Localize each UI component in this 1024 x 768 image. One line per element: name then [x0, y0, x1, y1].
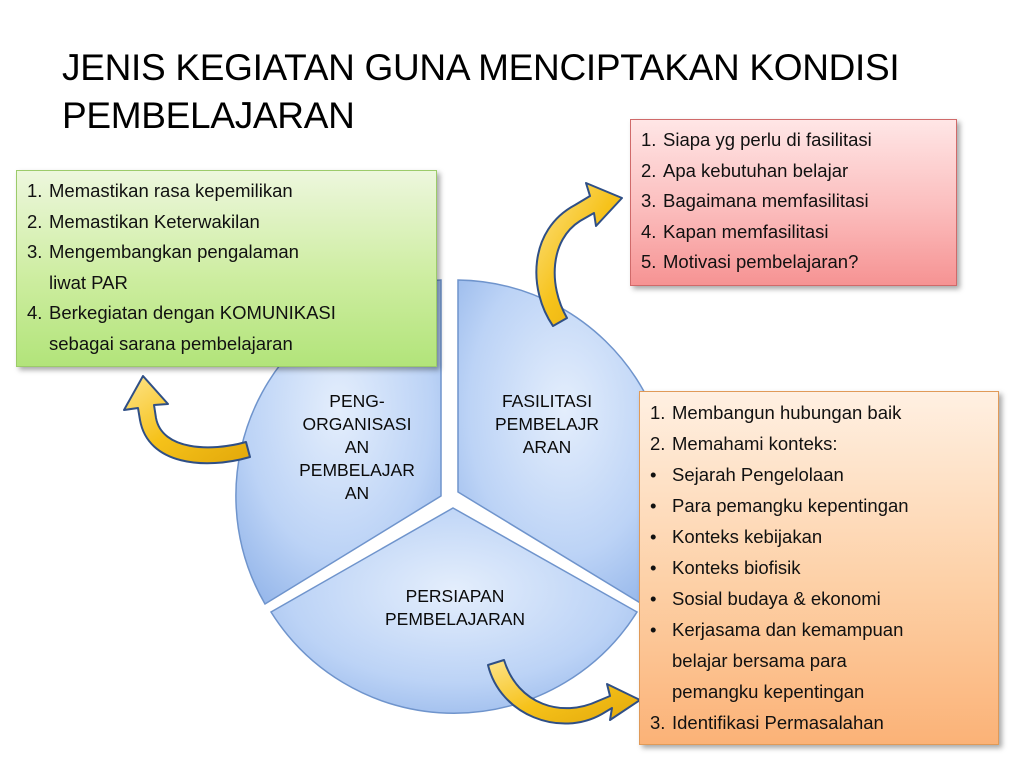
list-marker: •	[650, 495, 657, 516]
list-text: Konteks kebijakan	[672, 526, 823, 547]
list-text: Memastikan Keterwakilan	[49, 210, 260, 232]
list-text: Motivasi pembelajaran?	[663, 251, 859, 272]
list-marker: 2.	[650, 433, 666, 454]
list-text: Kapan memfasilitasi	[663, 220, 829, 242]
label-line: PEMBELAJAR	[299, 460, 415, 480]
list-marker: 2.	[27, 210, 43, 232]
list-item	[641, 217, 948, 248]
list-text: Bagaimana memfasilitasi	[663, 190, 869, 211]
list-item	[650, 521, 990, 552]
organisasi-activities-box	[16, 170, 437, 367]
curved-arrow-to-fasilitasi-box	[536, 183, 622, 326]
list-text: Sosial budaya & ekonomi	[672, 588, 881, 609]
list-item	[27, 237, 428, 268]
fasilitasi-activities-box	[630, 119, 957, 286]
list-marker: •	[650, 588, 657, 609]
list-marker: 1.	[27, 180, 43, 201]
list-text: Mengembangkan pengalaman	[49, 241, 299, 262]
list-text: Identifikasi Permasalahan	[672, 712, 884, 733]
list-item	[641, 156, 948, 187]
label-line: PERSIAPAN	[405, 586, 505, 606]
list-item	[27, 176, 428, 207]
list-item	[650, 707, 990, 738]
list-text: Memahami konteks:	[672, 433, 838, 454]
list-marker: 4.	[27, 302, 43, 323]
list-item	[27, 298, 428, 329]
list-item	[27, 329, 428, 360]
label-line: PENG-	[329, 391, 385, 411]
label-line: ORGANISASI	[302, 414, 412, 434]
list-marker: 1.	[650, 402, 666, 423]
list-marker: 4.	[641, 220, 657, 242]
list-marker: 3.	[650, 712, 666, 733]
list-text: Membangun hubungan baik	[672, 402, 902, 423]
list-item	[641, 247, 948, 278]
list-marker: 2.	[641, 159, 657, 181]
list-text: belajar bersama para	[672, 650, 847, 671]
label-line: ARAN	[522, 437, 572, 457]
list-marker: 1.	[641, 129, 657, 150]
label-fasilitasi	[472, 390, 622, 459]
list-item	[650, 428, 990, 459]
list-marker: 3.	[641, 190, 657, 211]
list-marker: 3.	[27, 241, 43, 262]
list-text: Konteks biofisik	[672, 557, 801, 578]
list-text: liwat PAR	[49, 271, 128, 293]
list-item	[641, 125, 948, 156]
list-text: Siapa yg perlu di fasilitasi	[663, 129, 872, 150]
list-item	[650, 397, 990, 428]
label-line: AN	[344, 483, 370, 503]
list-item	[650, 676, 990, 707]
list-item	[27, 207, 428, 238]
slide-title-line-2: PEMBELAJARAN	[62, 95, 355, 136]
list-item	[650, 614, 990, 645]
list-text: pemangku kepentingan	[672, 681, 865, 702]
curved-arrow-to-organisasi-box	[124, 376, 250, 463]
list-text: Berkegiatan dengan KOMUNIKASI	[49, 302, 336, 323]
list-item	[650, 583, 990, 614]
label-line: PEMBELAJR	[494, 414, 600, 434]
label-line: AN	[344, 437, 370, 457]
persiapan-activities-box	[639, 391, 999, 745]
label-line: FASILITASI	[501, 391, 593, 411]
list-item	[27, 268, 428, 299]
label-pengorganisasian	[282, 390, 432, 505]
list-text: Memastikan rasa kepemilikan	[49, 180, 293, 201]
label-persiapan	[360, 585, 550, 631]
list-item	[650, 552, 990, 583]
list-item	[641, 186, 948, 217]
list-item	[650, 490, 990, 521]
list-marker: •	[650, 526, 657, 547]
list-marker: •	[650, 464, 657, 485]
slide-title-line-1: JENIS KEGIATAN GUNA MENCIPTAKAN KONDISI	[62, 47, 900, 88]
list-marker: 5.	[641, 251, 657, 272]
label-line: PEMBELAJARAN	[384, 609, 526, 629]
list-item	[650, 645, 990, 676]
list-item	[650, 459, 990, 490]
list-text: Para pemangku kepentingan	[672, 495, 909, 516]
list-text: Apa kebutuhan belajar	[663, 159, 849, 181]
list-text: sebagai sarana pembelajaran	[49, 332, 293, 354]
list-text: Sejarah Pengelolaan	[672, 464, 844, 485]
list-marker: •	[650, 619, 657, 640]
list-marker: •	[650, 557, 657, 578]
list-text: Kerjasama dan kemampuan	[672, 619, 904, 640]
